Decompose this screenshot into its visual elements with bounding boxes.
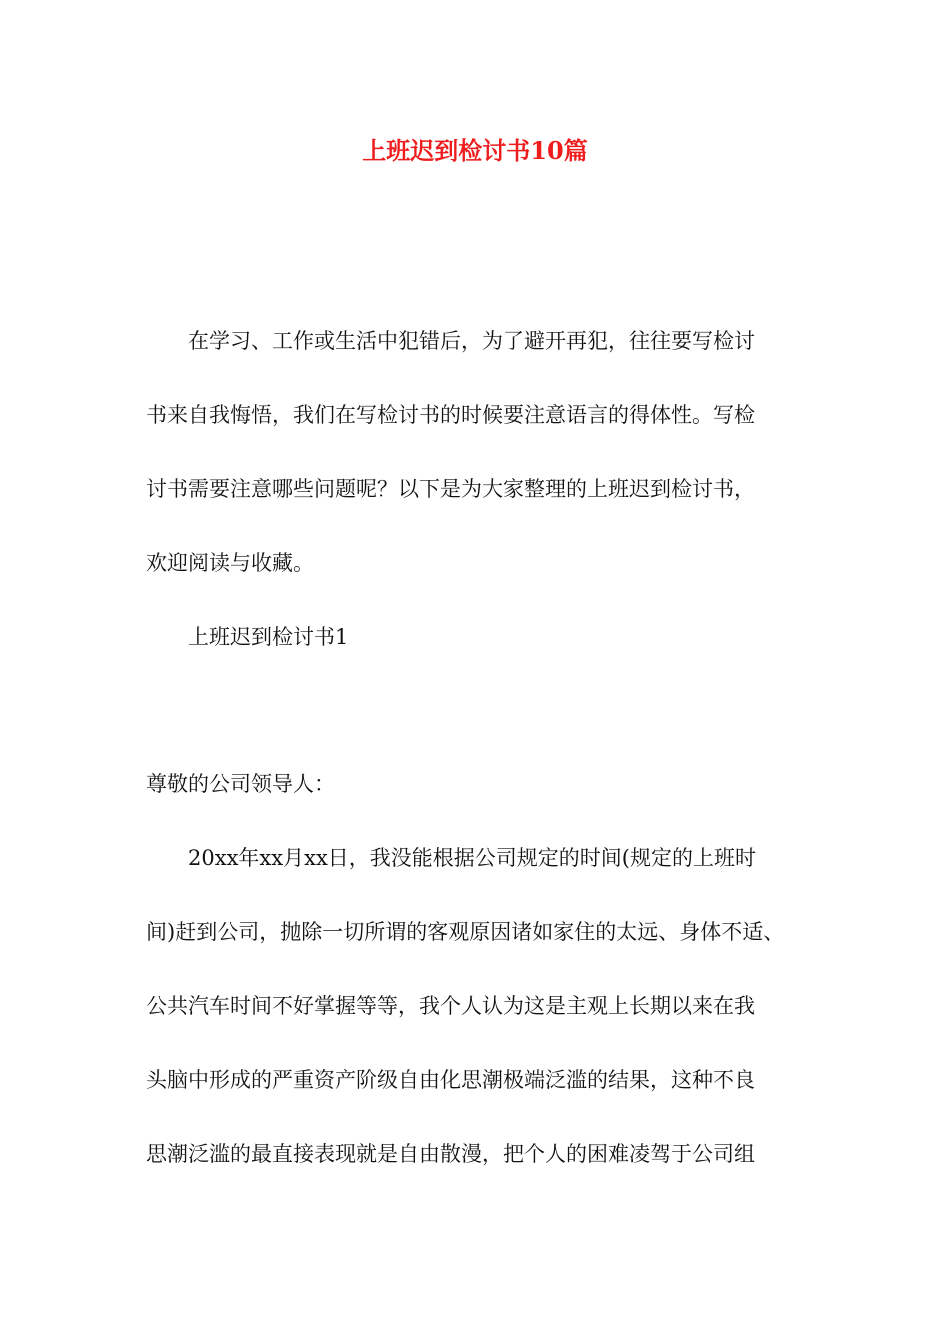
intro-line-4: 欢迎阅读与收藏。 [146, 551, 314, 575]
document-title: 上班迟到检讨书10篇 [362, 136, 588, 165]
body-line-2: 间)赶到公司，抛除一切所谓的客观原因诸如家住的太远、身体不适、 [146, 920, 785, 944]
intro-line-3: 讨书需要注意哪些问题呢？以下是为大家整理的上班迟到检讨书， [146, 477, 755, 501]
salutation: 尊敬的公司领导人： [146, 772, 335, 796]
intro-line-2: 书来自我悔悟，我们在写检讨书的时候要注意语言的得体性。写检 [146, 403, 755, 427]
body-line-3: 公共汽车时间不好掌握等等，我个人认为这是主观上长期以来在我 [146, 994, 755, 1018]
body-line-1: 20xx年xx月xx日，我没能根据公司规定的时间(规定的上班时 [188, 846, 756, 870]
section-heading: 上班迟到检讨书1 [188, 625, 349, 649]
body-line-5: 思潮泛滥的最直接表现就是自由散漫，把个人的困难凌驾于公司组 [146, 1142, 755, 1166]
body-line-4: 头脑中形成的严重资产阶级自由化思潮极端泛滥的结果，这种不良 [146, 1068, 755, 1092]
intro-line-1: 在学习、工作或生活中犯错后，为了避开再犯，往往要写检讨 [188, 329, 755, 353]
